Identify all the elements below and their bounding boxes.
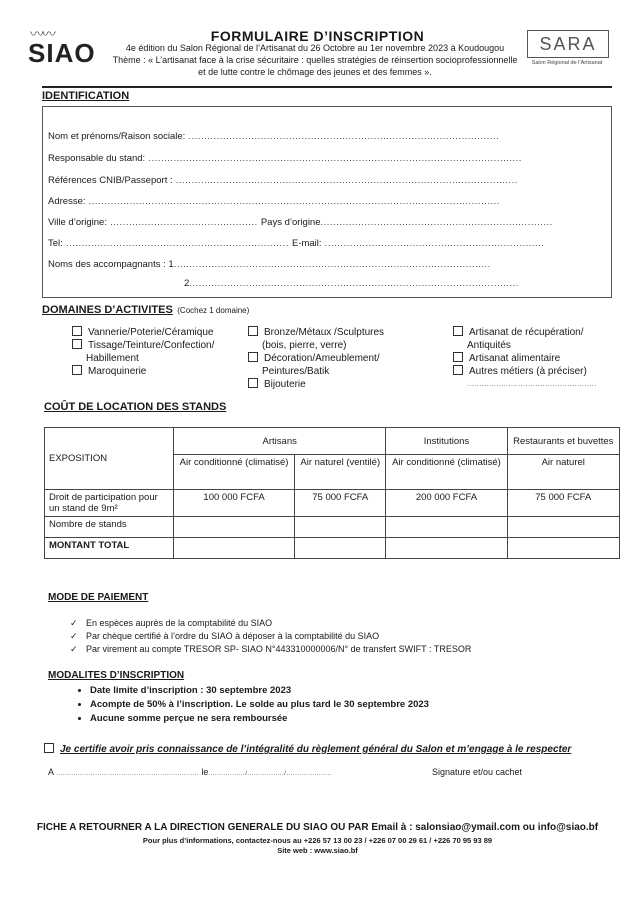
stands-count-cell[interactable] — [386, 517, 507, 538]
address-label: Adresse: — [48, 196, 86, 207]
header-air-conditionne: Air conditionné (climatisé) — [174, 455, 295, 490]
name-label: Nom et prénoms/Raison sociale: — [48, 131, 186, 142]
checkbox[interactable] — [72, 339, 82, 349]
total-cell[interactable] — [174, 538, 295, 559]
total-cell[interactable] — [507, 538, 619, 559]
domain-option-vannerie[interactable]: Vannerie/Poterie/Céramique — [72, 326, 214, 339]
price-artisans-ac: 100 000 FCFA — [174, 490, 295, 517]
theme-subtitle: Thème : « L’artisanat face à la crise sécuritaire : quelles stratégies de réinsertion socioprofessionnelle et de lutte contre le chômage des jeunes et des femmes ». — [112, 55, 518, 77]
checkbox[interactable] — [72, 365, 82, 375]
domains-heading — [42, 300, 249, 318]
manager-label: Responsable du stand: — [48, 153, 146, 164]
form-title: FORMULAIRE D’INSCRIPTION — [210, 28, 425, 44]
domain-option-bronze[interactable]: Bronze/Métaux /Sculptures — [248, 326, 384, 339]
domain-option-recuperation[interactable]: Artisanat de récupération/ — [453, 326, 597, 339]
edition-subtitle: 4e édition du Salon Régional de l’Artisanat du 26 Octobre au 1er novembre 2023 à Koudougou — [125, 43, 505, 53]
checkbox[interactable] — [453, 352, 463, 362]
footer-website: Site web : www.siao.bf — [277, 846, 358, 855]
row-total-label: MONTANT TOTAL — [45, 538, 174, 559]
domain-option-autres[interactable]: Autres métiers (à préciser) — [453, 365, 597, 378]
date-prefix: le — [201, 767, 209, 777]
name-field[interactable]: Nom et prénoms/Raison sociale: ................................................................................................... — [48, 131, 500, 142]
checkbox[interactable] — [248, 378, 258, 388]
payment-item-cheque: ✓ Par chèque certifié à l’ordre du SIAO à déposer à la comptabilité du SIAO — [70, 631, 380, 641]
domain-option-alimentaire[interactable]: Artisanat alimentaire — [453, 352, 597, 365]
total-cell[interactable] — [295, 538, 386, 559]
payment-item-transfer: ✓ Par virement au compte TRESOR SP- SIAO N°443310000006/N° de transfert SWIFT : TRESOR — [70, 644, 472, 654]
price-institutions: 200 000 FCFA — [386, 490, 507, 517]
footer-contact: Pour plus d’informations, contactez-nous au +226 57 13 00 23 / +226 07 00 29 61 / +226 70 95 93 89 — [142, 836, 493, 845]
checkbox[interactable] — [248, 326, 258, 336]
companion-2-field[interactable]: 2......................................................................................................... — [184, 278, 519, 289]
companion-2-label: 2 — [184, 278, 190, 289]
row-stands-count-label: Nombre de stands — [45, 517, 174, 538]
checkbox[interactable] — [248, 352, 258, 362]
certify-checkbox[interactable] — [44, 743, 54, 753]
header-exposition: EXPOSITION — [45, 428, 174, 490]
payment-list — [70, 617, 471, 656]
certify-row[interactable] — [44, 739, 571, 757]
footer-return: FICHE A RETOURNER A LA DIRECTION GENERALE DU SIAO OU PAR Email à : salonsiao@ymail.com ou info@siao.bf — [36, 822, 599, 833]
domain-option-tissage[interactable]: Tissage/Teinture/Confection/ — [72, 339, 214, 352]
checkmark-icon: ✓ — [70, 644, 78, 654]
cnib-field[interactable]: Références CNIB/Passeport : ............................................................................................................. — [48, 175, 518, 186]
domain-option-decoration-cont: Peintures/Batik — [262, 366, 330, 377]
stands-table — [44, 427, 620, 559]
header-restaurants: Restaurants et buvettes — [507, 428, 619, 455]
certify-text: Je certifie avoir pris connaissance de l’intégralité du règlement général du Salon et m’engage à le respecter — [60, 744, 572, 755]
checkmark-icon: ✓ — [70, 618, 78, 628]
contact-field[interactable]: Tel: ....................................................................... E-mail: ...................................................................... — [48, 238, 545, 249]
origin-field[interactable]: Ville d’origine: ............................................... Pays d’origine.......................................................................... — [48, 217, 553, 228]
address-field[interactable]: Adresse: ................................................................................................................................... — [48, 196, 500, 207]
checkbox[interactable] — [453, 326, 463, 336]
header-restaurants-nat: Air naturel — [507, 455, 619, 490]
companions-field[interactable]: Noms des accompagnants : 1..................................................................................................... — [48, 259, 491, 270]
signature-label: Signature et/ou cachet — [432, 767, 523, 777]
domain-option-maroquinerie[interactable]: Maroquinerie — [72, 365, 214, 378]
domain-option-decoration[interactable]: Décoration/Ameublement/ — [248, 352, 384, 365]
domains-col-2 — [248, 326, 384, 391]
header-institutions-ac: Air conditionné (climatisé) — [386, 455, 507, 490]
modality-no-refund: • Aucune somme perçue ne sera remboursée — [90, 712, 590, 726]
header-divider — [42, 86, 612, 88]
modalities-list — [30, 684, 590, 726]
stands-count-cell[interactable] — [174, 517, 295, 538]
manager-field[interactable]: Responsable du stand: ....................................................................................................................... — [48, 153, 522, 164]
domain-option-tissage-cont: Habillement — [86, 353, 139, 364]
domains-col-1 — [72, 326, 214, 378]
domains-note: (Cochez 1 domaine) — [177, 306, 250, 315]
header-artisans: Artisans — [174, 428, 386, 455]
checkbox[interactable] — [453, 365, 463, 375]
siao-logo: SIAO — [28, 38, 96, 68]
total-cell[interactable] — [386, 538, 507, 559]
identification-title: IDENTIFICATION — [42, 90, 130, 102]
stands-count-cell[interactable] — [295, 517, 386, 538]
checkmark-icon: ✓ — [70, 631, 78, 641]
email-label: E-mail: — [291, 238, 322, 249]
price-artisans-nat: 75 000 FCFA — [295, 490, 386, 517]
place-date-field[interactable]: A .................................................................. le................./................./..................... — [48, 767, 332, 777]
domains-col-3 — [453, 326, 597, 391]
row-participation-label: Droit de participation pour un stand de 9m² — [45, 490, 174, 517]
header-air-naturel: Air naturel (ventilé) — [295, 455, 386, 490]
companions-label: Noms des accompagnants : 1 — [48, 259, 174, 270]
origin-country-label: Pays d’origine — [260, 217, 321, 228]
siao-logo-waves: 〰〰 — [30, 26, 54, 42]
stands-count-cell[interactable] — [507, 517, 619, 538]
domains-title: DOMAINES D’ACTIVITES — [42, 304, 173, 316]
payment-title: MODE DE PAIEMENT — [48, 592, 149, 603]
domain-option-recuperation-cont: Antiquités — [467, 340, 511, 351]
checkbox[interactable] — [72, 326, 82, 336]
modality-deposit: • Acompte de 50% à l’inscription. Le solde au plus tard le 30 septembre 2023 — [90, 698, 590, 712]
price-restaurants: 75 000 FCFA — [507, 490, 619, 517]
stands-title: COÛT DE LOCATION DES STANDS — [44, 401, 227, 413]
domain-option-bijouterie[interactable]: Bijouterie — [248, 378, 384, 391]
sara-logo: SARA — [527, 30, 609, 58]
autres-specify-line[interactable]: ..................................................... — [467, 381, 597, 388]
modality-deadline: • Date limite d’inscription : 30 septembre 2023 — [90, 684, 590, 698]
domain-option-bronze-cont: (bois, pierre, verre) — [262, 340, 347, 351]
modalities-title: MODALITES D’INSCRIPTION — [48, 670, 185, 681]
tel-label: Tel: — [48, 238, 63, 249]
header-institutions: Institutions — [386, 428, 507, 455]
place-prefix: A — [48, 767, 55, 777]
cnib-label: Références CNIB/Passeport : — [48, 175, 173, 186]
payment-item-cash: ✓ En espèces auprès de la comptabilité du SIAO — [70, 618, 273, 628]
sara-caption: Salon Régional de l’Artisanat — [531, 60, 603, 66]
origin-city-label: Ville d’origine: — [48, 217, 107, 228]
